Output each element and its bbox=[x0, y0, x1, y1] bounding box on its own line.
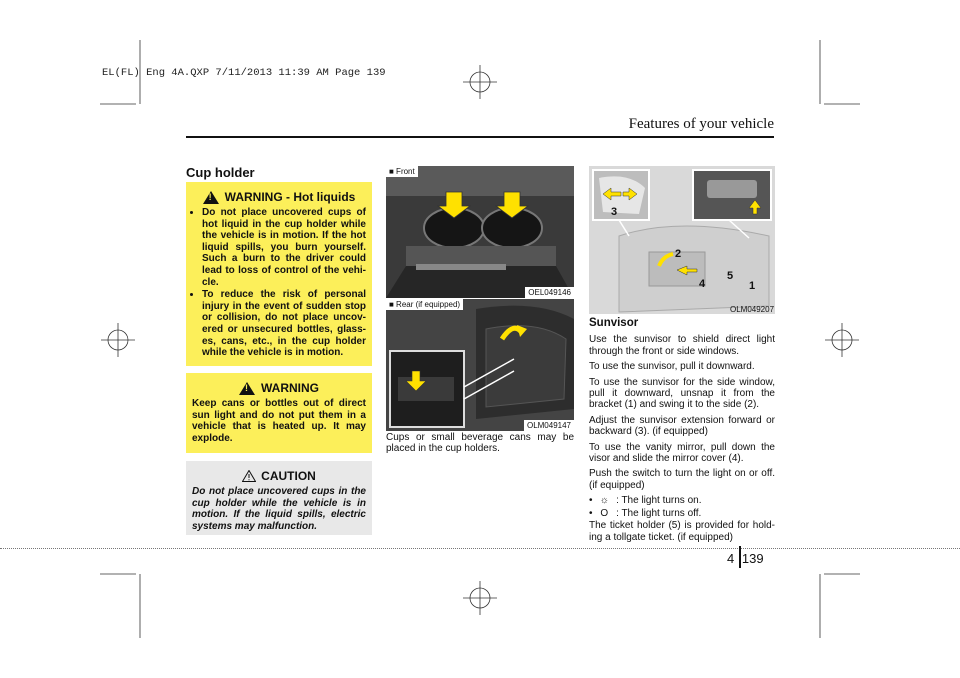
figure-code-rear: OLM049147 bbox=[524, 420, 574, 431]
sunvisor-text bbox=[589, 318, 775, 547]
front-cup-holder-photo bbox=[386, 166, 574, 298]
sunvisor-paragraph: Use the sunvisor to shield direct light through the front or side windows. bbox=[589, 334, 775, 357]
registration-mark-right bbox=[825, 323, 859, 357]
rear-cup-holder-photo bbox=[386, 299, 574, 431]
light-off-item: • O : The light turns off. bbox=[589, 507, 702, 519]
sunvisor-callout-1: 1 bbox=[749, 280, 756, 292]
front-cup-holder-illustration bbox=[386, 166, 574, 298]
light-off-text: : The light turns off. bbox=[616, 507, 702, 519]
warning-item: • Do not place uncovered cups of hot liquid in the cup holder while the vehicle is in motion. If the hot liquid spills, you burn yourself. Such a burn to the driver could lead to loss of control of the vehi-cle. bbox=[202, 207, 366, 288]
registration-mark-top bbox=[463, 65, 497, 99]
warning-label: WARNING bbox=[261, 381, 319, 395]
figure-tag-rear: ■ Rear (if equipped) bbox=[386, 299, 463, 310]
sunvisor-paragraph: Adjust the sunvisor extension forward or backward (3). (if equipped) bbox=[589, 414, 775, 438]
sunvisor-callout-3: 3 bbox=[611, 206, 618, 218]
sunvisor-paragraph: To use the sunvisor, pull it downward. bbox=[589, 361, 755, 373]
footer-dotted-rule bbox=[0, 548, 960, 549]
caution-heading bbox=[192, 469, 366, 483]
warning-hot-liquids-box bbox=[186, 182, 372, 366]
light-on-text: : The light turns on. bbox=[616, 495, 702, 507]
figure-code-front: OEL049146 bbox=[525, 287, 574, 298]
caution-text: Do not place uncovered cups in the cup holder while the vehicle is in motion. If the liquid spills, electric systems may malfunction. bbox=[192, 486, 366, 532]
caution-box bbox=[186, 461, 372, 535]
sunvisor-callout-5: 5 bbox=[727, 270, 734, 282]
sunvisor-callout-4: 4 bbox=[699, 278, 706, 290]
caution-triangle-icon bbox=[242, 470, 256, 482]
cup-holder-text bbox=[386, 432, 574, 459]
page-header-title: Features of your vehicle bbox=[628, 116, 774, 132]
page-number bbox=[727, 551, 764, 566]
rear-cup-holder-illustration bbox=[386, 299, 574, 431]
print-slug: EL(FL) Eng 4A.QXP 7/11/2013 11:39 AM Page 139 bbox=[102, 67, 386, 79]
sunvisor-paragraph: The ticket holder (5) is provided for hold-ing a tollgate ticket. (if equipped) bbox=[589, 520, 775, 543]
light-on-item: • ☼ : The light turns on. bbox=[589, 495, 702, 507]
light-off-icon: O bbox=[600, 507, 609, 519]
light-on-icon: ☼ bbox=[599, 495, 609, 507]
page-number-value: 139 bbox=[741, 551, 764, 566]
sunvisor-callout-2: 2 bbox=[675, 248, 682, 260]
sunvisor-paragraph: Push the switch to turn the light on or off. (if equipped) bbox=[589, 468, 775, 491]
header-rule bbox=[186, 136, 774, 138]
warning-triangle-icon bbox=[239, 382, 255, 395]
warning-heading bbox=[192, 381, 366, 395]
cup-holder-paragraph: Cups or small beverage cans may be placed in the cup holders. bbox=[386, 432, 574, 455]
sunvisor-paragraph: To use the vanity mirror, pull down the visor and slide the mirror cover (4). bbox=[589, 441, 775, 465]
sunvisor-paragraph: To use the sunvisor for the side window, pull it downward, unsnap it from the bracket (1) and swing it to the side (2). bbox=[589, 376, 775, 411]
registration-mark-bottom bbox=[463, 581, 497, 615]
warning-list bbox=[192, 207, 366, 359]
sunvisor-illustration bbox=[589, 166, 775, 314]
section-title: Cup holder bbox=[186, 165, 255, 180]
sunvisor-figure bbox=[589, 166, 775, 314]
warning-heading bbox=[192, 190, 366, 204]
warning-item: • To reduce the risk of personal injury in the event of sudden stop or collision, do not place uncov-ered or unsecured bottles, glass-es, cans, etc., in the cup holder while the vehicle is in motion. bbox=[202, 289, 366, 359]
warning-sunlight-box bbox=[186, 373, 372, 453]
warning-label: WARNING - Hot liquids bbox=[224, 190, 356, 204]
registration-mark-left bbox=[101, 323, 135, 357]
sunvisor-title: Sunvisor bbox=[589, 317, 639, 329]
figure-tag-front: ■ Front bbox=[386, 166, 418, 177]
warning-triangle-icon bbox=[203, 191, 219, 204]
figure-code-sunvisor: OLM049207 bbox=[730, 305, 775, 314]
caution-label: CAUTION bbox=[261, 469, 316, 483]
chapter-number: 4 bbox=[727, 551, 735, 566]
warning-text: Keep cans or bottles out of direct sun light and do not put them in a vehicle that is heated up. It may explode. bbox=[192, 398, 366, 444]
